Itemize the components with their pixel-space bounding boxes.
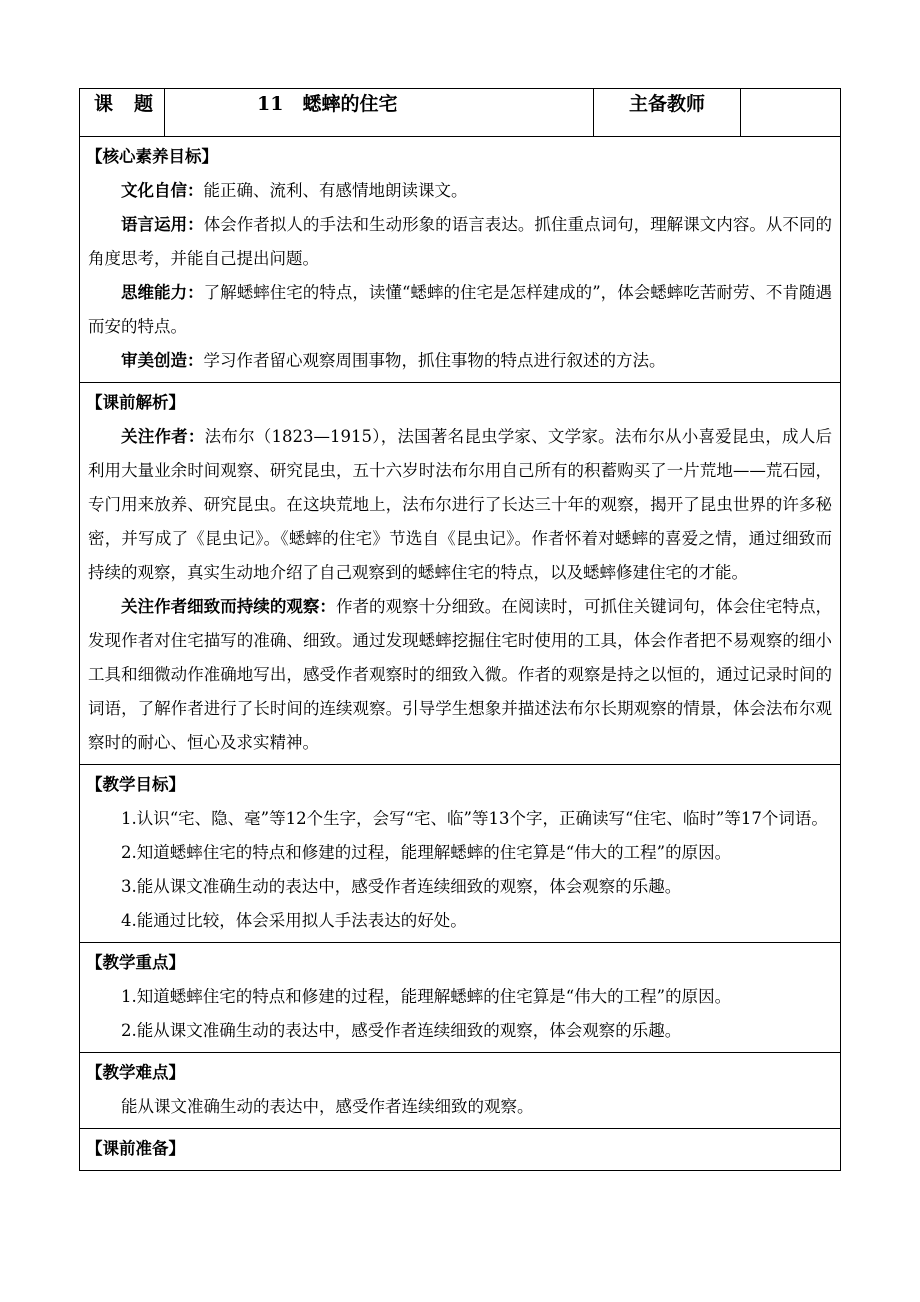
- core-goal-text: 学习作者留心观察周围事物，抓住事物的特点进行叙述的方法。: [203, 351, 666, 370]
- teaching-goals-row: [80, 765, 841, 943]
- teaching-goal-item: 3.能从课文准确生动的表达中，感受作者连续细致的观察，体会观察的乐趣。: [121, 877, 682, 896]
- teacher-label: 主备教师: [594, 89, 741, 137]
- difficulties-heading: 【教学难点】: [86, 1063, 185, 1082]
- core-goal-label: 文化自信：: [121, 181, 204, 200]
- pre-analysis-label: 关注作者：: [121, 427, 205, 446]
- pre-analysis-heading: 【课前解析】: [86, 393, 185, 412]
- core-goals-section: [80, 137, 841, 383]
- teacher-value: [741, 89, 841, 137]
- lesson-plan-table: [79, 88, 841, 1171]
- preparation-heading: 【课前准备】: [86, 1139, 185, 1158]
- pre-analysis-item: [88, 590, 832, 760]
- difficulties-section: [80, 1053, 841, 1129]
- core-goal-label: 语言运用：: [121, 215, 204, 234]
- pre-analysis-text: 法布尔（1823—1915），法国著名昆虫学家、文学家。法布尔从小喜爱昆虫，成人后利用大量业余时间观察、研究昆虫，五十六岁时法布尔用自己所有的积蓄购买了一片荒地——荒石园，专门用来放养、研究昆虫。在这块荒地上，法布尔进行了长达三十年的观察，揭开了昆虫世界的许多秘密，并写成了《昆虫记》。《蟋蟀的住宅》节选自《昆虫记》。作者怀着对蟋蟀的喜爱之情，通过细致而持续的观察，真实生动地介绍了自己观察到的蟋蟀住宅的特点，以及蟋蟀修建住宅的才能。: [88, 427, 833, 582]
- course-label: 课 题: [94, 93, 155, 115]
- pre-analysis-row: [80, 383, 841, 765]
- core-goal-text: 体会作者拟人的手法和生动形象的语言表达。抓住重点词句，理解课文内容。从不同的角度思考，并能自己提出问题。: [88, 215, 833, 268]
- core-goal-item: [88, 208, 832, 276]
- lesson-title: 11 蟋蟀的住宅: [165, 89, 594, 137]
- key-point-item: 1.知道蟋蟀住宅的特点和修建的过程，能理解蟋蟀的住宅算是“伟大的工程”的原因。: [121, 987, 732, 1006]
- key-points-heading: 【教学重点】: [86, 953, 185, 972]
- pre-analysis-label: 关注作者细致而持续的观察：: [121, 597, 336, 616]
- key-points-row: [80, 943, 841, 1053]
- core-goal-label: 思维能力：: [121, 283, 204, 302]
- teaching-goal-item: 1.认识“宅、隐、毫”等12个生字，会写“宅、临”等13个字，正确读写“住宅、临时”等17个词语。: [121, 809, 828, 828]
- preparation-section: [80, 1129, 841, 1171]
- key-points-section: [80, 943, 841, 1053]
- core-goals-heading: 【核心素养目标】: [86, 147, 218, 166]
- header-row: [80, 89, 841, 137]
- teaching-goals-section: [80, 765, 841, 943]
- core-goal-item: [88, 344, 832, 378]
- core-goal-item: [88, 276, 832, 344]
- core-goal-label: 审美创造：: [121, 351, 204, 370]
- teaching-goal-item: 2.知道蟋蟀住宅的特点和修建的过程，能理解蟋蟀的住宅算是“伟大的工程”的原因。: [121, 843, 732, 862]
- core-goals-row: [80, 137, 841, 383]
- difficulty-item: 能从课文准确生动的表达中，感受作者连续细致的观察。: [121, 1097, 534, 1116]
- pre-analysis-text: 作者的观察十分细致。在阅读时，可抓住关键词句，体会住宅特点，发现作者对住宅描写的准确、细致。通过发现蟋蟀挖掘住宅时使用的工具，体会作者把不易观察的细小工具和细微动作准确地写出，感受作者观察时的细致入微。作者的观察是持之以恒的，通过记录时间的词语，了解作者进行了长时间的连续观察。引导学生想象并描述法布尔长期观察的情景，体会法布尔观察时的耐心、恒心及求实精神。: [88, 597, 833, 752]
- pre-analysis-section: [80, 383, 841, 765]
- teaching-goals-heading: 【教学目标】: [86, 775, 185, 794]
- course-label-cell: [80, 89, 165, 137]
- lesson-plan-sheet: [79, 88, 841, 1171]
- core-goal-text: 能正确、流利、有感情地朗读课文。: [203, 181, 468, 200]
- difficulties-row: [80, 1053, 841, 1129]
- preparation-row: [80, 1129, 841, 1171]
- core-goal-text: 了解蟋蟀住宅的特点，读懂“蟋蟀的住宅是怎样建成的”，体会蟋蟀吃苦耐劳、不肯随遇而安的特点。: [88, 283, 833, 336]
- pre-analysis-item: [88, 420, 832, 590]
- key-point-item: 2.能从课文准确生动的表达中，感受作者连续细致的观察，体会观察的乐趣。: [121, 1021, 682, 1040]
- core-goal-item: [88, 174, 832, 208]
- teaching-goal-item: 4.能通过比较，体会采用拟人手法表达的好处。: [121, 911, 467, 930]
